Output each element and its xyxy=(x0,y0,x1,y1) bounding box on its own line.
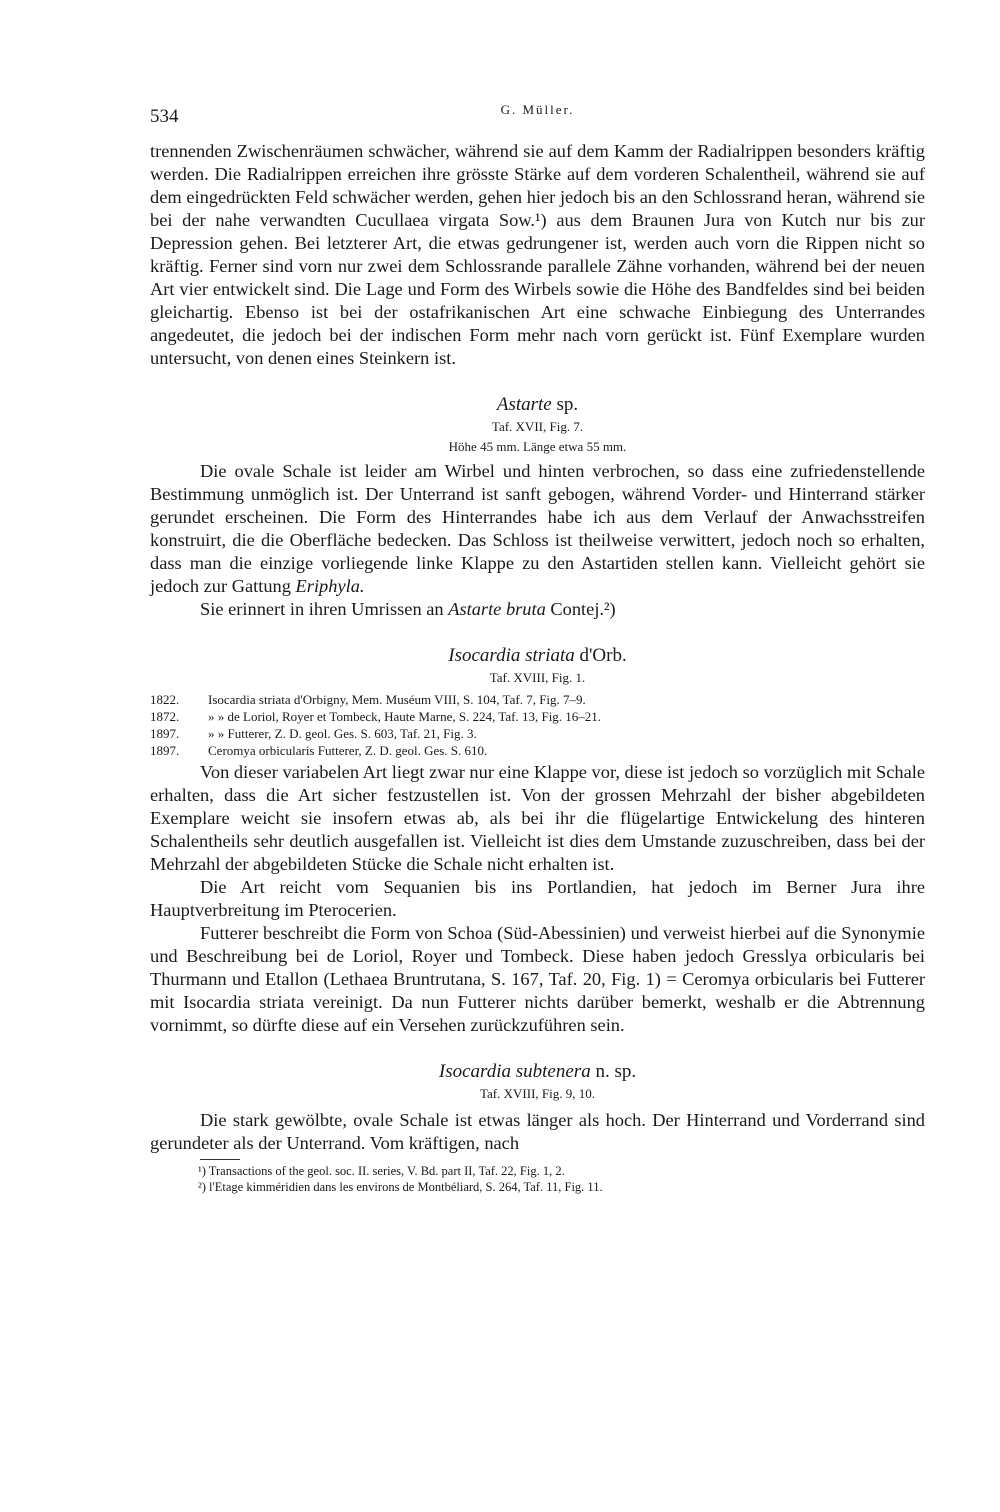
title-author: d'Orb. xyxy=(574,645,627,666)
astarte-p1-text: Die ovale Schale ist leider am Wirbel und hinten verbrochen, so dass eine zufriedenstellende Bestimmung unmöglich ist. Der Unterrand ist sanft gebogen, während Vorder- und Hinterrand stärker gerundet erscheinen. Die Form des Hinterrandes habe ich aus dem Verlauf der Anwachsstreifen konstruirt, die die Oberfläche bedecken. Das Schloss ist theilweise verwittert, jedoch noch so erhalten, dass man die einzige vorliegende linke Klappe zu den Astartiden stellen kann. Vielleicht gehört sie jedoch zur Gattung xyxy=(150,461,925,596)
astarte-p2-a: Sie erinnert in ihren Umrissen an xyxy=(200,599,449,619)
astarte-p2-b: Contej.²) xyxy=(545,599,616,619)
synonymy-entry xyxy=(150,725,925,742)
page-number: 534 xyxy=(150,106,179,127)
synonymy-entry xyxy=(150,742,925,759)
section-title-astarte xyxy=(150,394,925,416)
striata-paragraph-1: Von dieser variabelen Art liegt zwar nur eine Klappe vor, diese ist jedoch so vorzüglich mit Schale erhalten, dass die Art sicher festzustellen ist. Von der grossen Mehrzahl der bisher abgebildeten Exemplare weicht sie insofern etwas ab, als bei ihr die flügelartige Entwickelung des hinteren Schalentheils sehr deutlich ausgefallen ist. Vielleicht ist dies dem Umstande zuzuschreiben, dass bei der Mehrzahl der abgebildeten Stücke die Schale nicht erhalten ist. xyxy=(150,762,925,874)
plate-reference: Taf. XVIII, Fig. 9, 10. xyxy=(480,1086,595,1101)
page xyxy=(150,100,925,1195)
section-title-subtenera xyxy=(150,1061,925,1083)
footnote-divider xyxy=(200,1159,240,1160)
synonymy-text: Isocardia striata d'Orbigny, Mem. Muséum VIII, S. 104, Taf. 7, Fig. 7–9. xyxy=(208,692,586,707)
dimensions: Höhe 45 mm. Länge etwa 55 mm. xyxy=(448,439,627,454)
astarte-paragraph-1 xyxy=(150,460,925,598)
title-species: Isocardia striata xyxy=(448,645,575,666)
running-head: G. Müller. xyxy=(500,102,575,117)
striata-paragraph-3: Futterer beschreibt die Form von Schoa (Süd-Abessinien) und verweist hierbei auf die Synonymie und Beschreibung bei de Loriol, Royer und Tombeck. Diese haben jedoch Gresslya orbicularis bei Thurmann und Etallon (Lethaea Bruntrutana, S. 167, Taf. 20, Fig. 1) = Ceromya orbicularis bei Futterer mit Isocardia striata vereinigt. Da nun Futterer nichts darüber bemerkt, weshalb er die Abtrennung vornimmt, so dürfte diese auf ein Versehen zurückzuführen sein. xyxy=(150,923,925,1035)
synonymy-text: » » Futterer, Z. D. geol. Ges. S. 603, Taf. 21, Fig. 3. xyxy=(208,726,477,741)
astarte-p2-italic: Astarte bruta xyxy=(448,599,546,619)
synonymy-year: 1897. xyxy=(150,743,180,758)
astarte-p1-italic: Eriphyla. xyxy=(295,576,365,596)
plate-reference: Taf. XVIII, Fig. 1. xyxy=(489,670,586,685)
synonymy-list xyxy=(150,691,925,759)
title-suffix: n. sp. xyxy=(590,1061,637,1082)
title-species: Isocardia subtenera xyxy=(438,1061,591,1082)
footnote-2: ²) l'Etage kimméridien dans les environs de Montbéliard, S. 264, Taf. 11, Fig. 11. xyxy=(198,1180,603,1194)
subtenera-paragraph-1: Die stark gewölbte, ovale Schale ist etwas länger als hoch. Der Hinterrand und Vorderrand sind gerundeter als der Unterrand. Vom kräftigen, nach xyxy=(150,1110,925,1153)
footnote-1: ¹) Transactions of the geol. soc. II. series, V. Bd. part II, Taf. 22, Fig. 1, 2. xyxy=(198,1164,565,1178)
synonymy-year: 1872. xyxy=(150,709,180,724)
synonymy-text: Ceromya orbicularis Futterer, Z. D. geol. Ges. S. 610. xyxy=(208,743,488,758)
striata-paragraph-2: Die Art reicht vom Sequanien bis ins Portlandien, hat jedoch im Berner Jura ihre Hauptverbreitung im Pterocerien. xyxy=(150,877,925,920)
intro-paragraph: trennenden Zwischenräumen schwächer, während sie auf dem Kamm der Radialrippen besonders kräftig werden. Die Radialrippen erreichen ihre grösste Stärke auf dem vorderen Schalentheil, während sie auf dem eingedrückten Feld schwächer werden, gehen hier jedoch bis an den Schlossrand heran, während sie bei der nahe verwandten Cucullaea virgata Sow.¹) aus dem Braunen Jura von Kutch nur bis zur Depression gehen. Bei letzterer Art, die etwas gedrungener ist, werden auch vorn die Rippen nicht so kräftig. Ferner sind vorn nur zwei dem Schlossrande parallele Zähne vorhanden, während bei der neuen Art vier entwickelt sind. Die Lage und Form des Wirbels sowie die Höhe des Bandfeldes sind bei beiden gleichartig. Ebenso ist bei der ostafrikanischen Art eine schwache Einbiegung des Unterrandes angedeutet, die jedoch bei der indischen Form mehr nach vorn gerückt ist. Fünf Exemplare wurden untersucht, von denen eines Steinkern ist. xyxy=(150,141,925,368)
astarte-paragraph-2 xyxy=(150,598,925,621)
synonymy-text: » » de Loriol, Royer et Tombeck, Haute Marne, S. 224, Taf. 13, Fig. 16–21. xyxy=(208,709,602,724)
title-genus: Astarte xyxy=(496,394,552,415)
synonymy-entry xyxy=(150,708,925,725)
page-header xyxy=(150,100,925,140)
title-suffix: sp. xyxy=(551,394,579,415)
synonymy-year: 1897. xyxy=(150,726,180,741)
synonymy-entry xyxy=(150,691,925,708)
plate-reference: Taf. XVII, Fig. 7. xyxy=(491,419,584,434)
synonymy-year: 1822. xyxy=(150,692,180,707)
section-title-striata xyxy=(150,645,925,667)
